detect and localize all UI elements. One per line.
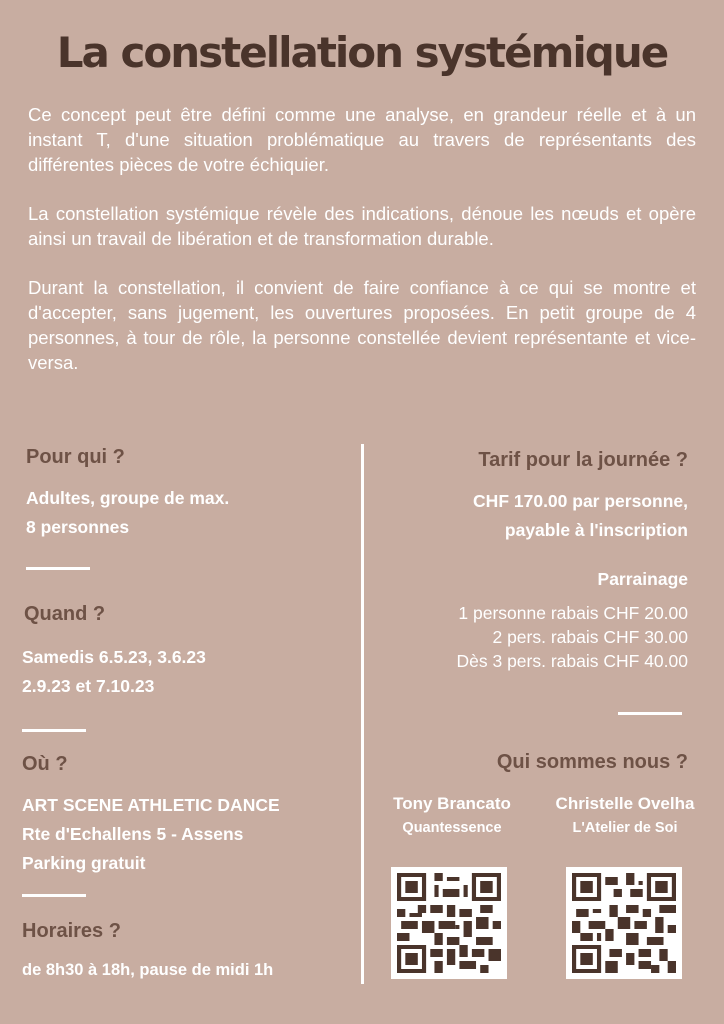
rule-left-1 <box>26 567 90 570</box>
parrainage-list <box>457 601 689 673</box>
quand-line-1: Samedis 6.5.23, 3.6.23 <box>22 647 206 667</box>
parrainage-line-3: Dès 3 pers. rabais CHF 40.00 <box>456 651 688 671</box>
quand-line-2: 2.9.23 et 7.10.23 <box>22 676 155 696</box>
tarif-heading: Tarif pour la journée ? <box>478 449 688 471</box>
rule-right-1 <box>618 712 682 715</box>
person-2-org: L'Atelier de Soi <box>572 820 678 836</box>
pour-qui-heading: Pour qui ? <box>26 446 125 468</box>
qr-code-tony[interactable] <box>391 867 507 979</box>
person-2-name: Christelle Ovelha <box>555 794 695 813</box>
intro-paragraph-1: Ce concept peut être défini comme une analyse, en grandeur réelle et à un instant T, d'une situation problématique au travers de représentants des différentes pièces de votre échiquier. <box>28 104 696 175</box>
person-1-name: Tony Brancato <box>393 794 511 813</box>
page-title: La constellation systémique <box>56 28 668 77</box>
ou-line-1: ART SCENE ATHLETIC DANCE <box>22 795 280 815</box>
intro-paragraph-3: Durant la constellation, il convient de faire confiance à ce qui se montre et d'accepter, sans jugement, les ouvertures proposées. En petit groupe de 4 personnes, à tour de rôle, la personne constellée devient représentante et vice-versa. <box>28 277 696 373</box>
horaires-text <box>22 956 273 985</box>
tarif-line-2: payable à l'inscription <box>504 520 688 540</box>
intro-text <box>28 102 696 399</box>
person-1-org: Quantessence <box>402 820 502 836</box>
pour-qui-line-2: 8 personnes <box>26 517 130 537</box>
vertical-divider <box>361 444 364 984</box>
ou-line-2: Rte d'Echallens 5 - Assens <box>22 824 244 844</box>
parrainage-line-1: 1 personne rabais CHF 20.00 <box>458 603 688 623</box>
rule-left-3 <box>22 894 86 897</box>
tarif-line-1: CHF 170.00 par personne, <box>473 491 688 511</box>
quand-text <box>22 643 206 701</box>
qr-code-icon <box>572 873 676 973</box>
ou-text <box>22 791 280 878</box>
ou-line-3: Parking gratuit <box>22 853 146 873</box>
qr-code-icon <box>397 873 501 973</box>
intro-paragraph-2: La constellation systémique révèle des indications, dénoue les nœuds et opère ainsi un travail de libération et de transformation durable. <box>28 203 696 249</box>
parrainage-line-2: 2 pers. rabais CHF 30.00 <box>492 627 688 647</box>
pour-qui-line-1: Adultes, groupe de max. <box>26 488 230 508</box>
rule-left-2 <box>22 729 86 732</box>
pour-qui-text <box>26 484 229 542</box>
qr-code-christelle[interactable] <box>566 867 682 979</box>
quand-heading: Quand ? <box>24 603 106 625</box>
horaires-heading: Horaires ? <box>22 920 121 942</box>
tarif-text <box>473 487 688 545</box>
parrainage-heading: Parrainage <box>597 569 688 589</box>
horaires-line-1: de 8h30 à 18h, pause de midi 1h <box>22 961 274 979</box>
ou-heading: Où ? <box>22 753 68 775</box>
qui-heading: Qui sommes nous ? <box>496 751 688 773</box>
